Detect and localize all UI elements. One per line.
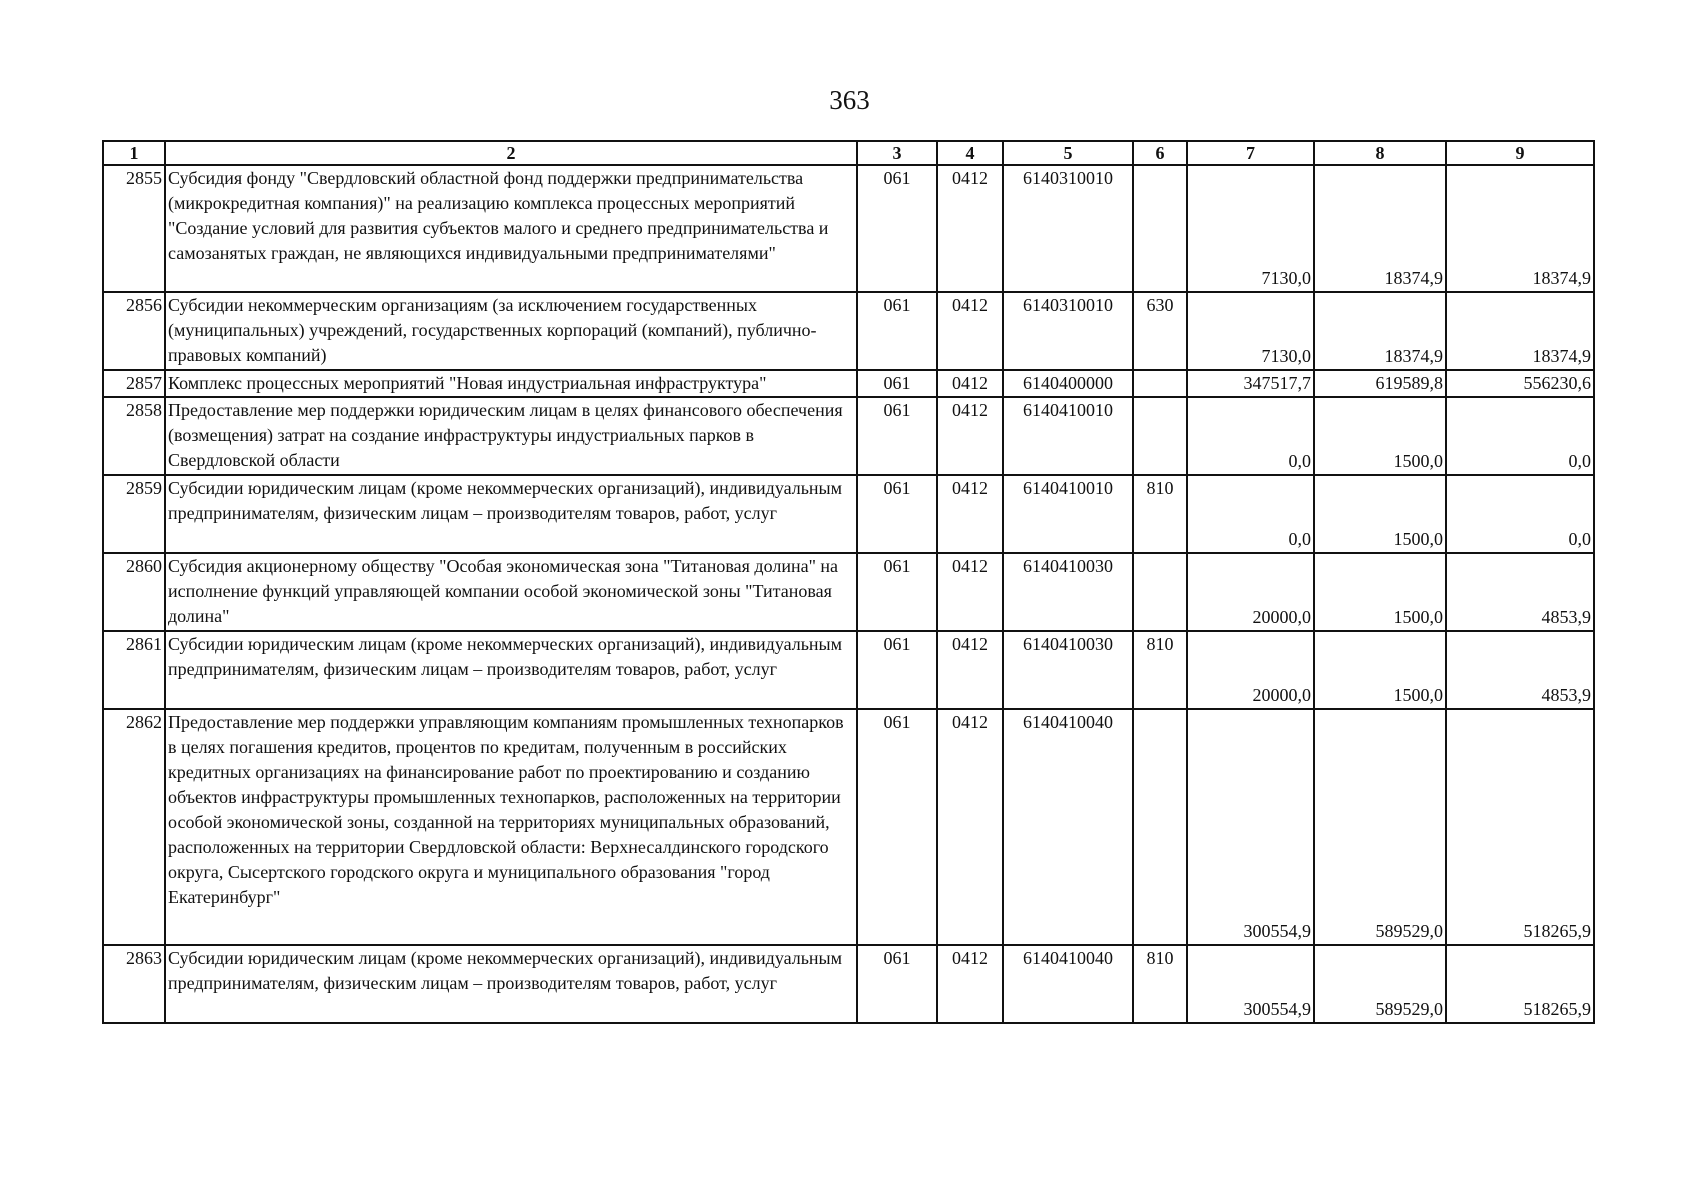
cell-col3: 061 bbox=[857, 945, 937, 1023]
row-number: 2859 bbox=[103, 475, 165, 553]
cell-col6 bbox=[1133, 553, 1187, 631]
row-name: Субсидии некоммерческим организациям (за исключением государственных (муниципальных) учреждений, государственных корпораций (компаний), публично-правовых компаний) bbox=[165, 292, 857, 370]
budget-table bbox=[102, 140, 1595, 1024]
row-number: 2858 bbox=[103, 397, 165, 475]
cell-col7: 347517,7 bbox=[1187, 370, 1314, 397]
table-row bbox=[103, 631, 1594, 709]
cell-col3: 061 bbox=[857, 475, 937, 553]
cell-col7: 7130,0 bbox=[1187, 292, 1314, 370]
cell-col8: 589529,0 bbox=[1314, 945, 1446, 1023]
cell-col4: 0412 bbox=[937, 475, 1003, 553]
row-number: 2861 bbox=[103, 631, 165, 709]
row-number: 2860 bbox=[103, 553, 165, 631]
row-name: Предоставление мер поддержки управляющим компаниям промышленных технопарков в целях погашения кредитов, процентов по кредитам, полученным в российских кредитных организациях на финансирование работ по проектированию и созданию объектов инфраструктуры промышленных технопарков, расположенных на территории особой экономической зоны, созданной на территориях муниципальных образований, расположенных на территории Свердловской области: Верхнесалдинского городского округа, Сысертского городского округа и муниципального образования "город Екатеринбург" bbox=[165, 709, 857, 945]
cell-col4: 0412 bbox=[937, 397, 1003, 475]
row-name: Предоставление мер поддержки юридическим лицам в целях финансового обеспечения (возмещения) затрат на создание инфраструктуры индустриальных парков в Свердловской области bbox=[165, 397, 857, 475]
cell-col3: 061 bbox=[857, 397, 937, 475]
cell-col9: 0,0 bbox=[1446, 397, 1594, 475]
cell-col3: 061 bbox=[857, 553, 937, 631]
cell-col5: 6140410040 bbox=[1003, 945, 1133, 1023]
cell-col4: 0412 bbox=[937, 945, 1003, 1023]
row-number: 2862 bbox=[103, 709, 165, 945]
table-row bbox=[103, 475, 1594, 553]
cell-col6: 810 bbox=[1133, 475, 1187, 553]
row-number: 2857 bbox=[103, 370, 165, 397]
cell-col9: 556230,6 bbox=[1446, 370, 1594, 397]
cell-col3: 061 bbox=[857, 631, 937, 709]
cell-col5: 6140410010 bbox=[1003, 397, 1133, 475]
cell-col6 bbox=[1133, 165, 1187, 292]
cell-col5: 6140410040 bbox=[1003, 709, 1133, 945]
cell-col4: 0412 bbox=[937, 370, 1003, 397]
cell-col9: 18374,9 bbox=[1446, 165, 1594, 292]
cell-col5: 6140410010 bbox=[1003, 475, 1133, 553]
cell-col8: 619589,8 bbox=[1314, 370, 1446, 397]
cell-col3: 061 bbox=[857, 165, 937, 292]
row-name: Субсидия акционерному обществу "Особая экономическая зона "Титановая долина" на исполнение функций управляющей компании особой экономической зоны "Титановая долина" bbox=[165, 553, 857, 631]
cell-col7: 20000,0 bbox=[1187, 631, 1314, 709]
cell-col9: 0,0 bbox=[1446, 475, 1594, 553]
cell-col5: 6140410030 bbox=[1003, 553, 1133, 631]
row-number: 2856 bbox=[103, 292, 165, 370]
column-header: 3 bbox=[857, 141, 937, 165]
column-header: 8 bbox=[1314, 141, 1446, 165]
cell-col5: 6140310010 bbox=[1003, 165, 1133, 292]
table-header-row bbox=[103, 141, 1594, 165]
cell-col6 bbox=[1133, 397, 1187, 475]
column-header: 5 bbox=[1003, 141, 1133, 165]
cell-col5: 6140410030 bbox=[1003, 631, 1133, 709]
cell-col5: 6140310010 bbox=[1003, 292, 1133, 370]
table-row bbox=[103, 292, 1594, 370]
cell-col3: 061 bbox=[857, 292, 937, 370]
table-row bbox=[103, 945, 1594, 1023]
cell-col7: 300554,9 bbox=[1187, 945, 1314, 1023]
cell-col6 bbox=[1133, 370, 1187, 397]
table-row bbox=[103, 165, 1594, 292]
row-name: Комплекс процессных мероприятий "Новая индустриальная инфраструктура" bbox=[165, 370, 857, 397]
cell-col7: 300554,9 bbox=[1187, 709, 1314, 945]
cell-col9: 18374,9 bbox=[1446, 292, 1594, 370]
table-row bbox=[103, 553, 1594, 631]
cell-col8: 589529,0 bbox=[1314, 709, 1446, 945]
table-row bbox=[103, 370, 1594, 397]
column-header: 7 bbox=[1187, 141, 1314, 165]
cell-col8: 18374,9 bbox=[1314, 292, 1446, 370]
column-header: 2 bbox=[165, 141, 857, 165]
cell-col9: 4853,9 bbox=[1446, 553, 1594, 631]
cell-col8: 1500,0 bbox=[1314, 631, 1446, 709]
row-number: 2863 bbox=[103, 945, 165, 1023]
cell-col6: 810 bbox=[1133, 945, 1187, 1023]
cell-col8: 18374,9 bbox=[1314, 165, 1446, 292]
cell-col8: 1500,0 bbox=[1314, 475, 1446, 553]
cell-col8: 1500,0 bbox=[1314, 397, 1446, 475]
column-header: 6 bbox=[1133, 141, 1187, 165]
row-name: Субсидии юридическим лицам (кроме некоммерческих организаций), индивидуальным предпринимателям, физическим лицам – производителям товаров, работ, услуг bbox=[165, 945, 857, 1023]
cell-col7: 0,0 bbox=[1187, 475, 1314, 553]
cell-col6 bbox=[1133, 709, 1187, 945]
cell-col7: 0,0 bbox=[1187, 397, 1314, 475]
row-name: Субсидии юридическим лицам (кроме некоммерческих организаций), индивидуальным предпринимателям, физическим лицам – производителям товаров, работ, услуг bbox=[165, 631, 857, 709]
row-number: 2855 bbox=[103, 165, 165, 292]
column-header: 1 bbox=[103, 141, 165, 165]
cell-col3: 061 bbox=[857, 370, 937, 397]
column-header: 4 bbox=[937, 141, 1003, 165]
cell-col4: 0412 bbox=[937, 292, 1003, 370]
cell-col9: 518265,9 bbox=[1446, 709, 1594, 945]
cell-col4: 0412 bbox=[937, 631, 1003, 709]
cell-col6: 810 bbox=[1133, 631, 1187, 709]
cell-col4: 0412 bbox=[937, 165, 1003, 292]
cell-col7: 20000,0 bbox=[1187, 553, 1314, 631]
cell-col8: 1500,0 bbox=[1314, 553, 1446, 631]
cell-col7: 7130,0 bbox=[1187, 165, 1314, 292]
cell-col9: 4853,9 bbox=[1446, 631, 1594, 709]
cell-col3: 061 bbox=[857, 709, 937, 945]
cell-col5: 6140400000 bbox=[1003, 370, 1133, 397]
row-name: Субсидии юридическим лицам (кроме некоммерческих организаций), индивидуальным предпринимателям, физическим лицам – производителям товаров, работ, услуг bbox=[165, 475, 857, 553]
table-row bbox=[103, 709, 1594, 945]
page-number: 363 bbox=[829, 85, 870, 115]
cell-col4: 0412 bbox=[937, 709, 1003, 945]
table-row bbox=[103, 397, 1594, 475]
row-name: Субсидия фонду "Свердловский областной фонд поддержки предпринимательства (микрокредитная компания)" на реализацию комплекса процессных мероприятий "Создание условий для развития субъектов малого и среднего предпринимательства и самозанятых граждан, не являющихся индивидуальными предпринимателями" bbox=[165, 165, 857, 292]
cell-col6: 630 bbox=[1133, 292, 1187, 370]
cell-col4: 0412 bbox=[937, 553, 1003, 631]
column-header: 9 bbox=[1446, 141, 1594, 165]
cell-col9: 518265,9 bbox=[1446, 945, 1594, 1023]
